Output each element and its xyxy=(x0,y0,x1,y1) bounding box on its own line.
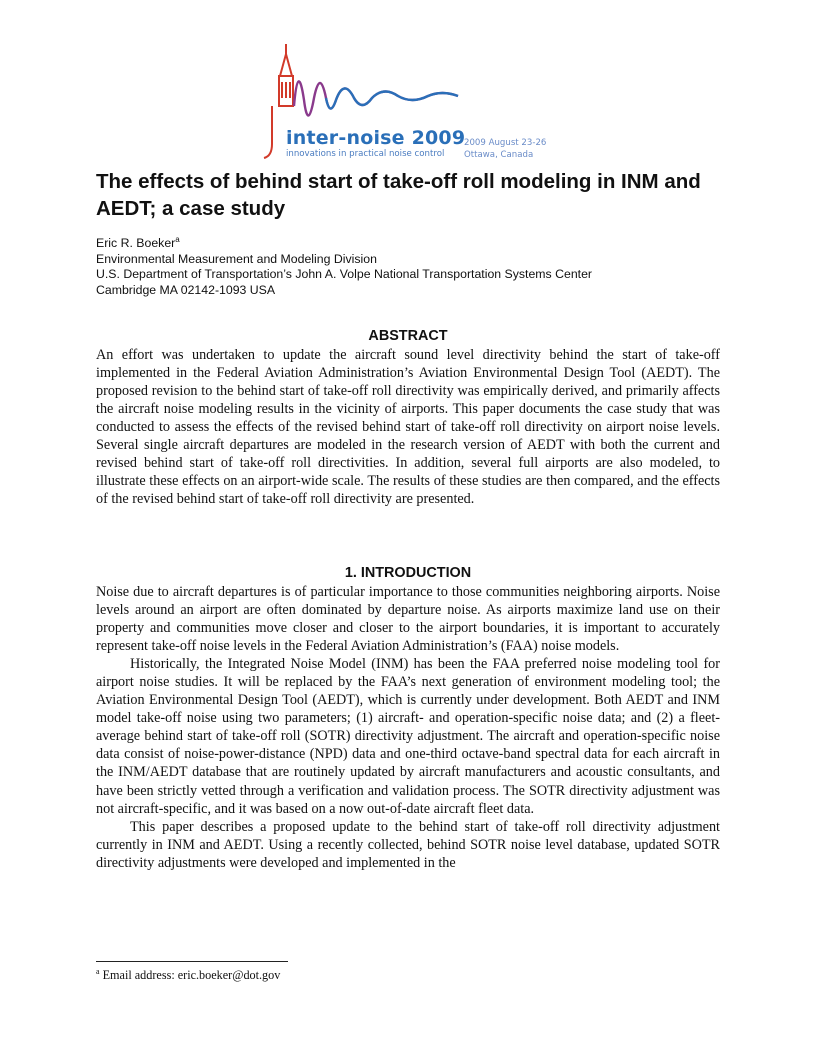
logo-tagline: innovations in practical noise control xyxy=(286,149,445,159)
abstract-paragraph: An effort was undertaken to update the aircraft sound level directivity behind the start of take-off implemented in the Federal Aviation Administration’s Aviation Environmental Design Tool (AEDT). The proposed revision to the behind start of take-off roll directivity was empirically derived, and primarily affects the aircraft noise modeling results in the vicinity of airports. This paper documents the case study that was conducted to assess the effects of the revised behind start of take-off roll directivity on airport noise levels. Several single aircraft departures are modeled in the research version of AEDT with both the current and revised behind start of take-off roll directivities. In addition, several full airports are also modeled, to illustrate these effects on an airport-wide scale. The results of these studies are then compared, and the effects of the revised behind start of take-off roll directivity are presented. xyxy=(96,347,720,508)
introduction-heading: 1. INTRODUCTION xyxy=(344,565,472,581)
abstract-heading: ABSTRACT xyxy=(368,328,448,344)
footnote-text: Email address: eric.boeker@dot.gov xyxy=(102,968,281,982)
footnote-marker: a xyxy=(96,967,100,976)
footnote xyxy=(96,968,280,983)
author-affiliation-line: U.S. Department of Transportation’s John A. Volpe National Transportation Systems Center xyxy=(96,267,593,281)
introduction-body xyxy=(96,583,720,872)
author-footnote-marker: a xyxy=(175,235,180,244)
author-name: Eric R. Boeker$^a$ xyxy=(96,235,180,250)
introduction-paragraph: Noise due to aircraft departures is of particular importance to those communities neighboring airports. Noise levels around an airport are often dominated by departure noise. As airports maximize land use on their property and communities move closer and closer to the airport boundaries, it is important to accurately represent take-off noise levels in the Federal Aviation Administration’s (FAA) noise models. xyxy=(96,584,720,655)
author-block xyxy=(96,236,736,298)
author-affiliation-line: Environmental Measurement and Modeling Division xyxy=(96,251,377,266)
conference-date: 2009 August 23-26 xyxy=(464,138,547,148)
introduction-paragraph: This paper describes a proposed update to the behind start of take-off roll directivity adjustment currently in INM and AEDT. Using a recently collected, behind SOTR noise level database, updated SOTR directivity adjustments were developed and implemented in the xyxy=(96,818,720,871)
abstract-body xyxy=(96,346,720,508)
paper-title: The effects of behind start of take-off roll modeling in INM and AEDT; a case study xyxy=(96,170,701,220)
conference-date-location xyxy=(464,137,546,161)
author-affiliation-line: Cambridge MA 02142-1093 USA xyxy=(96,282,276,297)
conference-logo xyxy=(262,40,562,164)
conference-location: Ottawa, Canada xyxy=(464,150,534,160)
introduction-paragraph: Historically, the Integrated Noise Model (INM) has been the FAA preferred noise modeling tool for airport noise studies. It will be replaced by the FAA’s next generation of environment modeling tool; the Aviation Environmental Design Tool (AEDT), which is currently under development. Both AEDT and INM model take-off noise using two parameters; (1) aircraft- and operation-specific noise data; and (2) a fleet-average behind start of take-off roll (SOTR) directivity adjustment. The aircraft and operation-specific noise data consist of noise-power-distance (NPD) data and one-third octave-band spectral data for each aircraft in the INM/AEDT database that are routinely updated by aircraft manufacturers and acoustic consultants, and have been strictly vetted through a verification and validation process. The SOTR directivity adjustment was not aircraft-specific, and it was based on a now out-of-date aircraft fleet data. xyxy=(96,656,720,817)
logo-wordmark: inter-noise 2009 xyxy=(286,127,466,149)
footnote-divider xyxy=(96,961,288,962)
